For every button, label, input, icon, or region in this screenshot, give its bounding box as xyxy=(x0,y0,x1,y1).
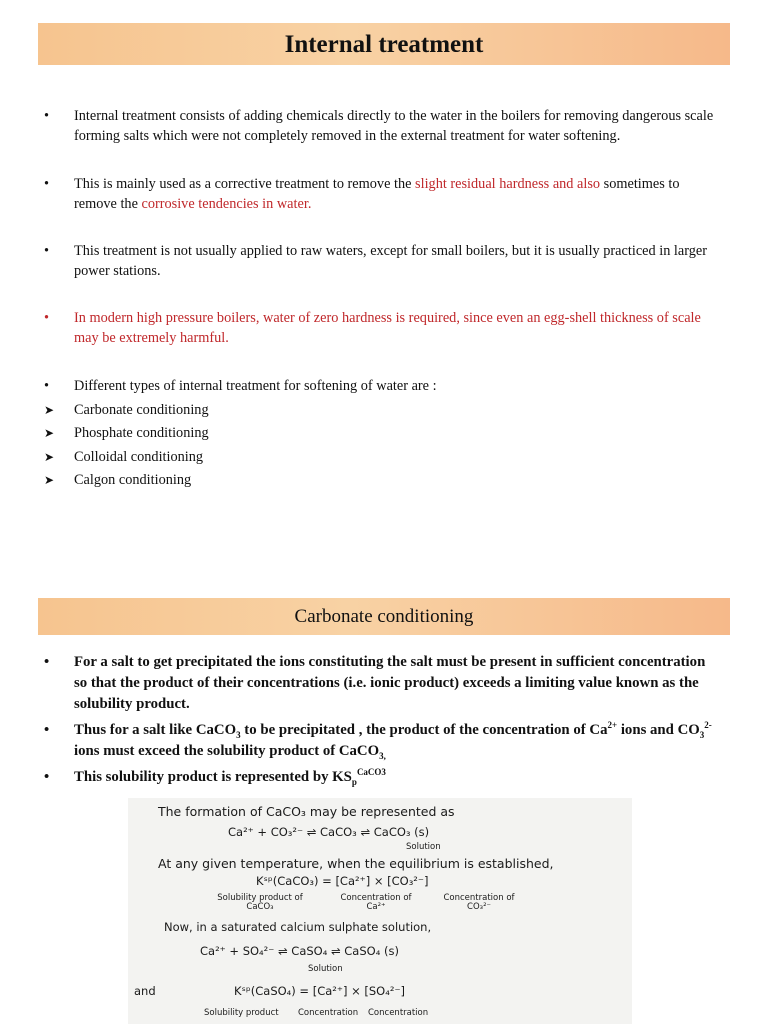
bullet-item xyxy=(44,308,714,348)
treatment-type-label: Colloidal conditioning xyxy=(74,448,204,465)
arrow-bullet-icon: ➤ xyxy=(44,473,55,487)
arrow-bullet-icon: ➤ xyxy=(44,449,55,464)
treatment-type-item xyxy=(44,469,714,493)
equation-note: Solution xyxy=(308,964,343,974)
bullet-dot-icon: • xyxy=(44,722,50,738)
arrow-bullet-icon: ➤ xyxy=(44,402,55,417)
treatment-type-item xyxy=(44,422,714,446)
bullet-item xyxy=(44,375,714,399)
bullet-text: This is mainly used as a corrective treatment to remove the xyxy=(74,176,416,192)
bullet-dot-icon: • xyxy=(44,769,50,785)
label-concentration: Concentration xyxy=(298,1008,359,1018)
label-solubility-product: Solubility product xyxy=(204,1008,279,1018)
label-concentration-ca: Concentration of Ca²⁺ xyxy=(340,893,412,912)
bullet-text: sometimes to remove the xyxy=(74,176,680,212)
bullet-text: ions and CO xyxy=(617,722,700,738)
bullet-text: Internal treatment consists of adding chemicals directly to the water in the boilers for removing dangerous scale forming salts which were not completely removed in the external treatment for water softening. xyxy=(74,108,714,144)
equation-note: Solution xyxy=(406,842,441,852)
highlight-text: corrosive tendencies in water. xyxy=(141,196,312,212)
bullet-dot-icon: • xyxy=(44,108,50,124)
bullet-text: This treatment is not usually applied to raw waters, except for small boilers, but it is usually practiced in larger power stations. xyxy=(74,243,708,279)
bullet-dot-icon: • xyxy=(44,654,50,670)
section-title: Carbonate conditioning xyxy=(294,606,474,627)
bullet-item xyxy=(44,106,714,146)
bullet-dot-icon: • xyxy=(44,243,50,259)
bullet-item xyxy=(44,720,714,762)
section-title-banner xyxy=(38,598,730,635)
treatment-type-label: Calgon conditioning xyxy=(74,472,192,488)
highlight-text: slight residual hardness and also xyxy=(415,176,601,192)
subscript: 3 xyxy=(236,729,241,740)
bullet-item xyxy=(44,174,714,214)
superscript: CaCO3 xyxy=(356,767,386,778)
superscript: 2+ xyxy=(607,720,618,731)
superscript: 2- xyxy=(704,720,712,731)
equation-caso4-formation: Ca²⁺ + SO₄²⁻ ⇌ CaSO₄ ⇌ CaSO₄ (s) xyxy=(200,944,399,958)
equation-ksp-caso4: Kˢᵖ(CaSO₄) = [Ca²⁺] × [SO₄²⁻] xyxy=(234,984,406,998)
bullet-dot-icon: • xyxy=(44,176,50,192)
bullet-dot-icon: • xyxy=(44,378,50,394)
and-label: and xyxy=(134,984,156,998)
scan-saturated-line: Now, in a saturated calcium sulphate solution, xyxy=(164,920,432,934)
subscript: p xyxy=(351,776,357,787)
label-concentration: Concentration xyxy=(368,1008,429,1018)
equation-caco3-formation: Ca²⁺ + CO₃²⁻ ⇌ CaCO₃ ⇌ CaCO₃ (s) xyxy=(228,825,430,839)
treatment-type-label: Phosphate conditioning xyxy=(74,425,209,441)
treatment-type-item xyxy=(44,446,714,470)
bullet-text: ions must exceed the solubility product of CaCO xyxy=(74,743,380,759)
bullet-list xyxy=(44,106,714,493)
bullet-text: In modern high pressure boilers, water of zero hardness is required, since even an egg-shell thickness of scale may be extremely harmful. xyxy=(74,310,701,346)
label-solubility-product: Solubility product of CaCO₃ xyxy=(217,893,303,912)
bullet-item xyxy=(44,652,714,715)
treatment-type-item xyxy=(44,399,714,423)
equation-ksp-caco3: Kˢᵖ(CaCO₃) = [Ca²⁺] × [CO₃²⁻] xyxy=(256,874,429,888)
scan-intro-line: The formation of CaCO₃ may be represented as xyxy=(158,804,455,819)
slide-title-banner xyxy=(38,23,730,65)
treatment-type-label: Carbonate conditioning xyxy=(74,401,209,418)
scanned-textbook-excerpt xyxy=(128,798,632,1024)
subscript: 3, xyxy=(379,750,386,761)
bullet-item xyxy=(44,241,714,281)
bullet-text: This solubility product is represented by KS xyxy=(74,769,352,785)
bullet-text: For a salt to get precipitated the ions constituting the salt must be present in sufficient concentration so that the product of their concentrations (i.e. ionic product) exceeds a limiting value known as the solubility product. xyxy=(74,654,706,712)
bullet-text: Different types of internal treatment for softening of water are : xyxy=(74,378,437,394)
scan-equilibrium-line: At any given temperature, when the equilibrium is established, xyxy=(158,856,554,871)
label-concentration-co3: Concentration of CO₃²⁻ xyxy=(443,893,515,912)
bullet-text: Thus for a salt like CaCO xyxy=(74,722,237,738)
bullet-list xyxy=(44,652,714,793)
subscript: 3 xyxy=(699,729,705,740)
bullet-dot-icon: • xyxy=(44,310,50,326)
slide-title: Internal treatment xyxy=(284,31,484,58)
arrow-bullet-icon: ➤ xyxy=(44,426,55,440)
bullet-item xyxy=(44,767,714,788)
bullet-text: to be precipitated , the product of the concentration of Ca xyxy=(240,722,608,738)
